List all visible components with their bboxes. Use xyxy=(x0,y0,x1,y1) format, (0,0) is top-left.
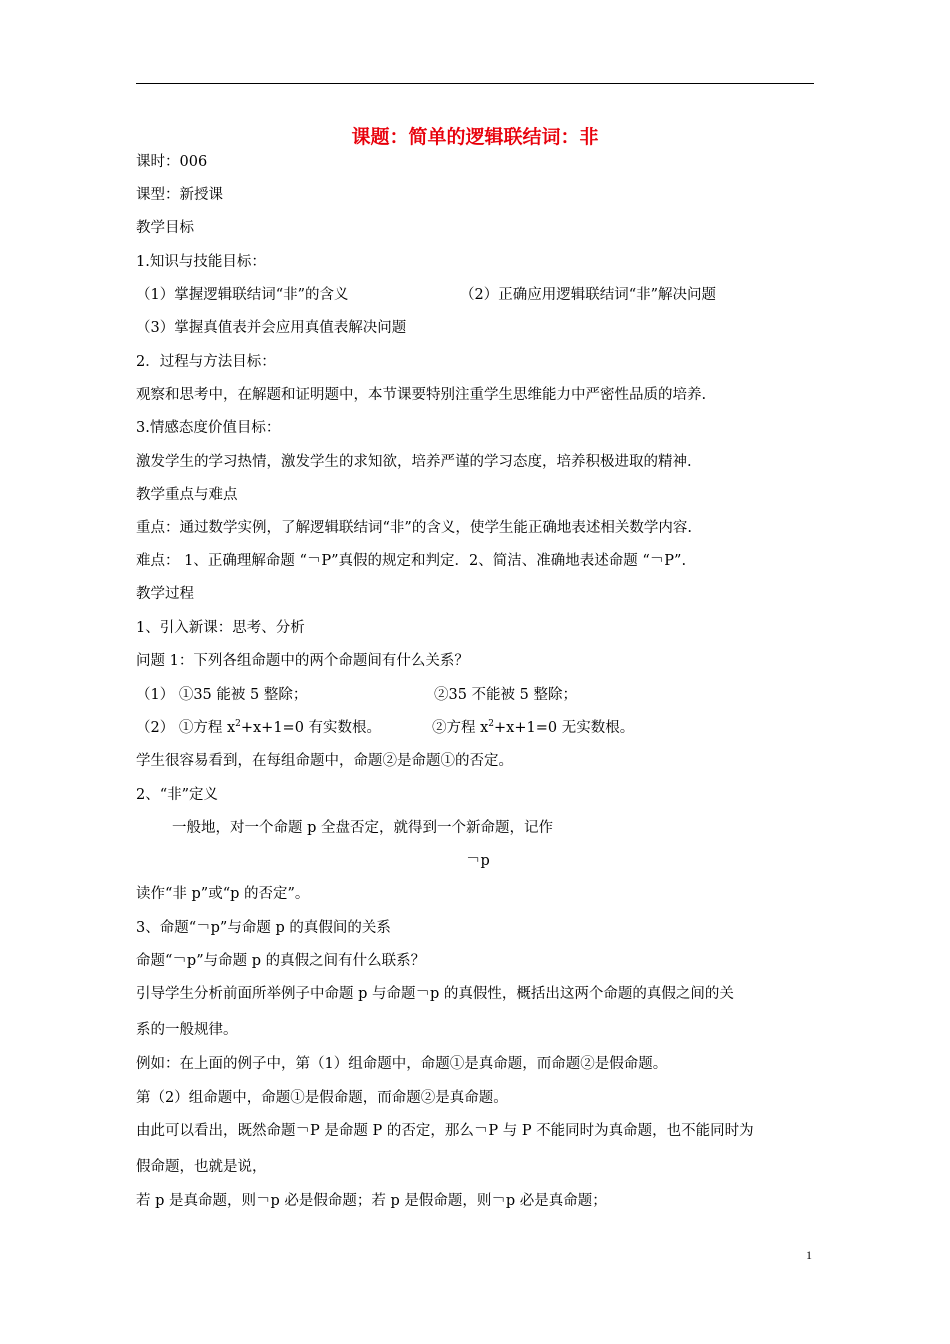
text-line: 教学过程 xyxy=(136,586,194,602)
text-line: 命题“￢p”与命题 p 的真假之间有什么联系？ xyxy=(136,953,426,969)
text-line: 课型：新授课 xyxy=(136,187,223,203)
text-line: 例如：在上面的例子中，第（1）组命题中，命题①是真命题，而命题②是假命题。 xyxy=(136,1056,668,1072)
text-line: 教学重点与难点 xyxy=(136,487,238,503)
header-rule xyxy=(136,83,814,84)
text-line: 问题 1：下列各组命题中的两个命题间有什么关系？ xyxy=(136,653,469,669)
text-line: 一般地，对一个命题 p 全盘否定，就得到一个新命题，记作 xyxy=(172,820,553,836)
text-line: 教学目标 xyxy=(136,220,194,236)
text-line: 假命题，也就是说， xyxy=(136,1159,267,1175)
text-line: 2、“非”定义 xyxy=(136,787,219,803)
text-line: （1） ①35 能被 5 整除； xyxy=(136,687,308,703)
text-line: 3、命题“￢p”与命题 p 的真假间的关系 xyxy=(136,920,391,936)
text-line: （1）掌握逻辑联结词“非”的含义 xyxy=(136,287,349,303)
page-title: 课题：简单的逻辑联结词：非 xyxy=(351,126,599,148)
text-line: 难点： 1、正确理解命题 “￢P”真假的规定和判定．2、简洁、准确地表述命题 “￢P”. xyxy=(136,553,687,569)
text-line: 2．过程与方法目标： xyxy=(136,354,276,370)
text-line: ②35 不能被 5 整除； xyxy=(434,687,578,703)
page-number: 1 xyxy=(806,1248,812,1262)
formula-not-p: ￢p xyxy=(466,853,490,869)
text-line: 课时：006 xyxy=(136,154,208,170)
text-line: 第（2）组命题中，命题①是假命题，而命题②是真命题。 xyxy=(136,1090,508,1106)
text-line: 系的一般规律。 xyxy=(136,1022,238,1038)
text-line: 读作“非 p”或“p 的否定”。 xyxy=(136,886,310,902)
text-line: 重点：通过数学实例，了解逻辑联结词“非”的含义，使学生能正确地表述相关数学内容. xyxy=(136,520,692,536)
text-line: 由此可以看出，既然命题￢P 是命题 P 的否定，那么￢P 与 P 不能同时为真命题，也不能同时为 xyxy=(136,1123,754,1139)
text-line: （2） ①方程 $x^2+x+1=0$ 有实数根。 xyxy=(136,719,382,736)
text-line: 若 p 是真命题，则￢p 必是假命题；若 p 是假命题，则￢p 必是真命题； xyxy=(136,1193,607,1209)
text-line: （2）正确应用逻辑联结词“非”解决问题 xyxy=(460,287,717,303)
text-line: 观察和思考中，在解题和证明题中，本节课要特别注重学生思维能力中严密性品质的培养. xyxy=(136,387,707,403)
text-line: （3）掌握真值表并会应用真值表解决问题 xyxy=(136,320,407,336)
text-line: 1、引入新课：思考、分析 xyxy=(136,620,305,636)
text-line: 3.情感态度价值目标： xyxy=(136,420,281,436)
text-line: 激发学生的学习热情，激发学生的求知欲，培养严谨的学习态度，培养积极进取的精神. xyxy=(136,454,692,470)
text-line: 引导学生分析前面所举例子中命题 p 与命题￢p 的真假性，概括出这两个命题的真假之间的关 xyxy=(136,986,734,1002)
text-line: 1.知识与技能目标： xyxy=(136,254,266,270)
text-line: 学生很容易看到，在每组命题中，命题②是命题①的否定。 xyxy=(136,753,513,769)
text-line: ②方程 $x^2+x+1=0$ 无实数根。 xyxy=(432,719,635,736)
